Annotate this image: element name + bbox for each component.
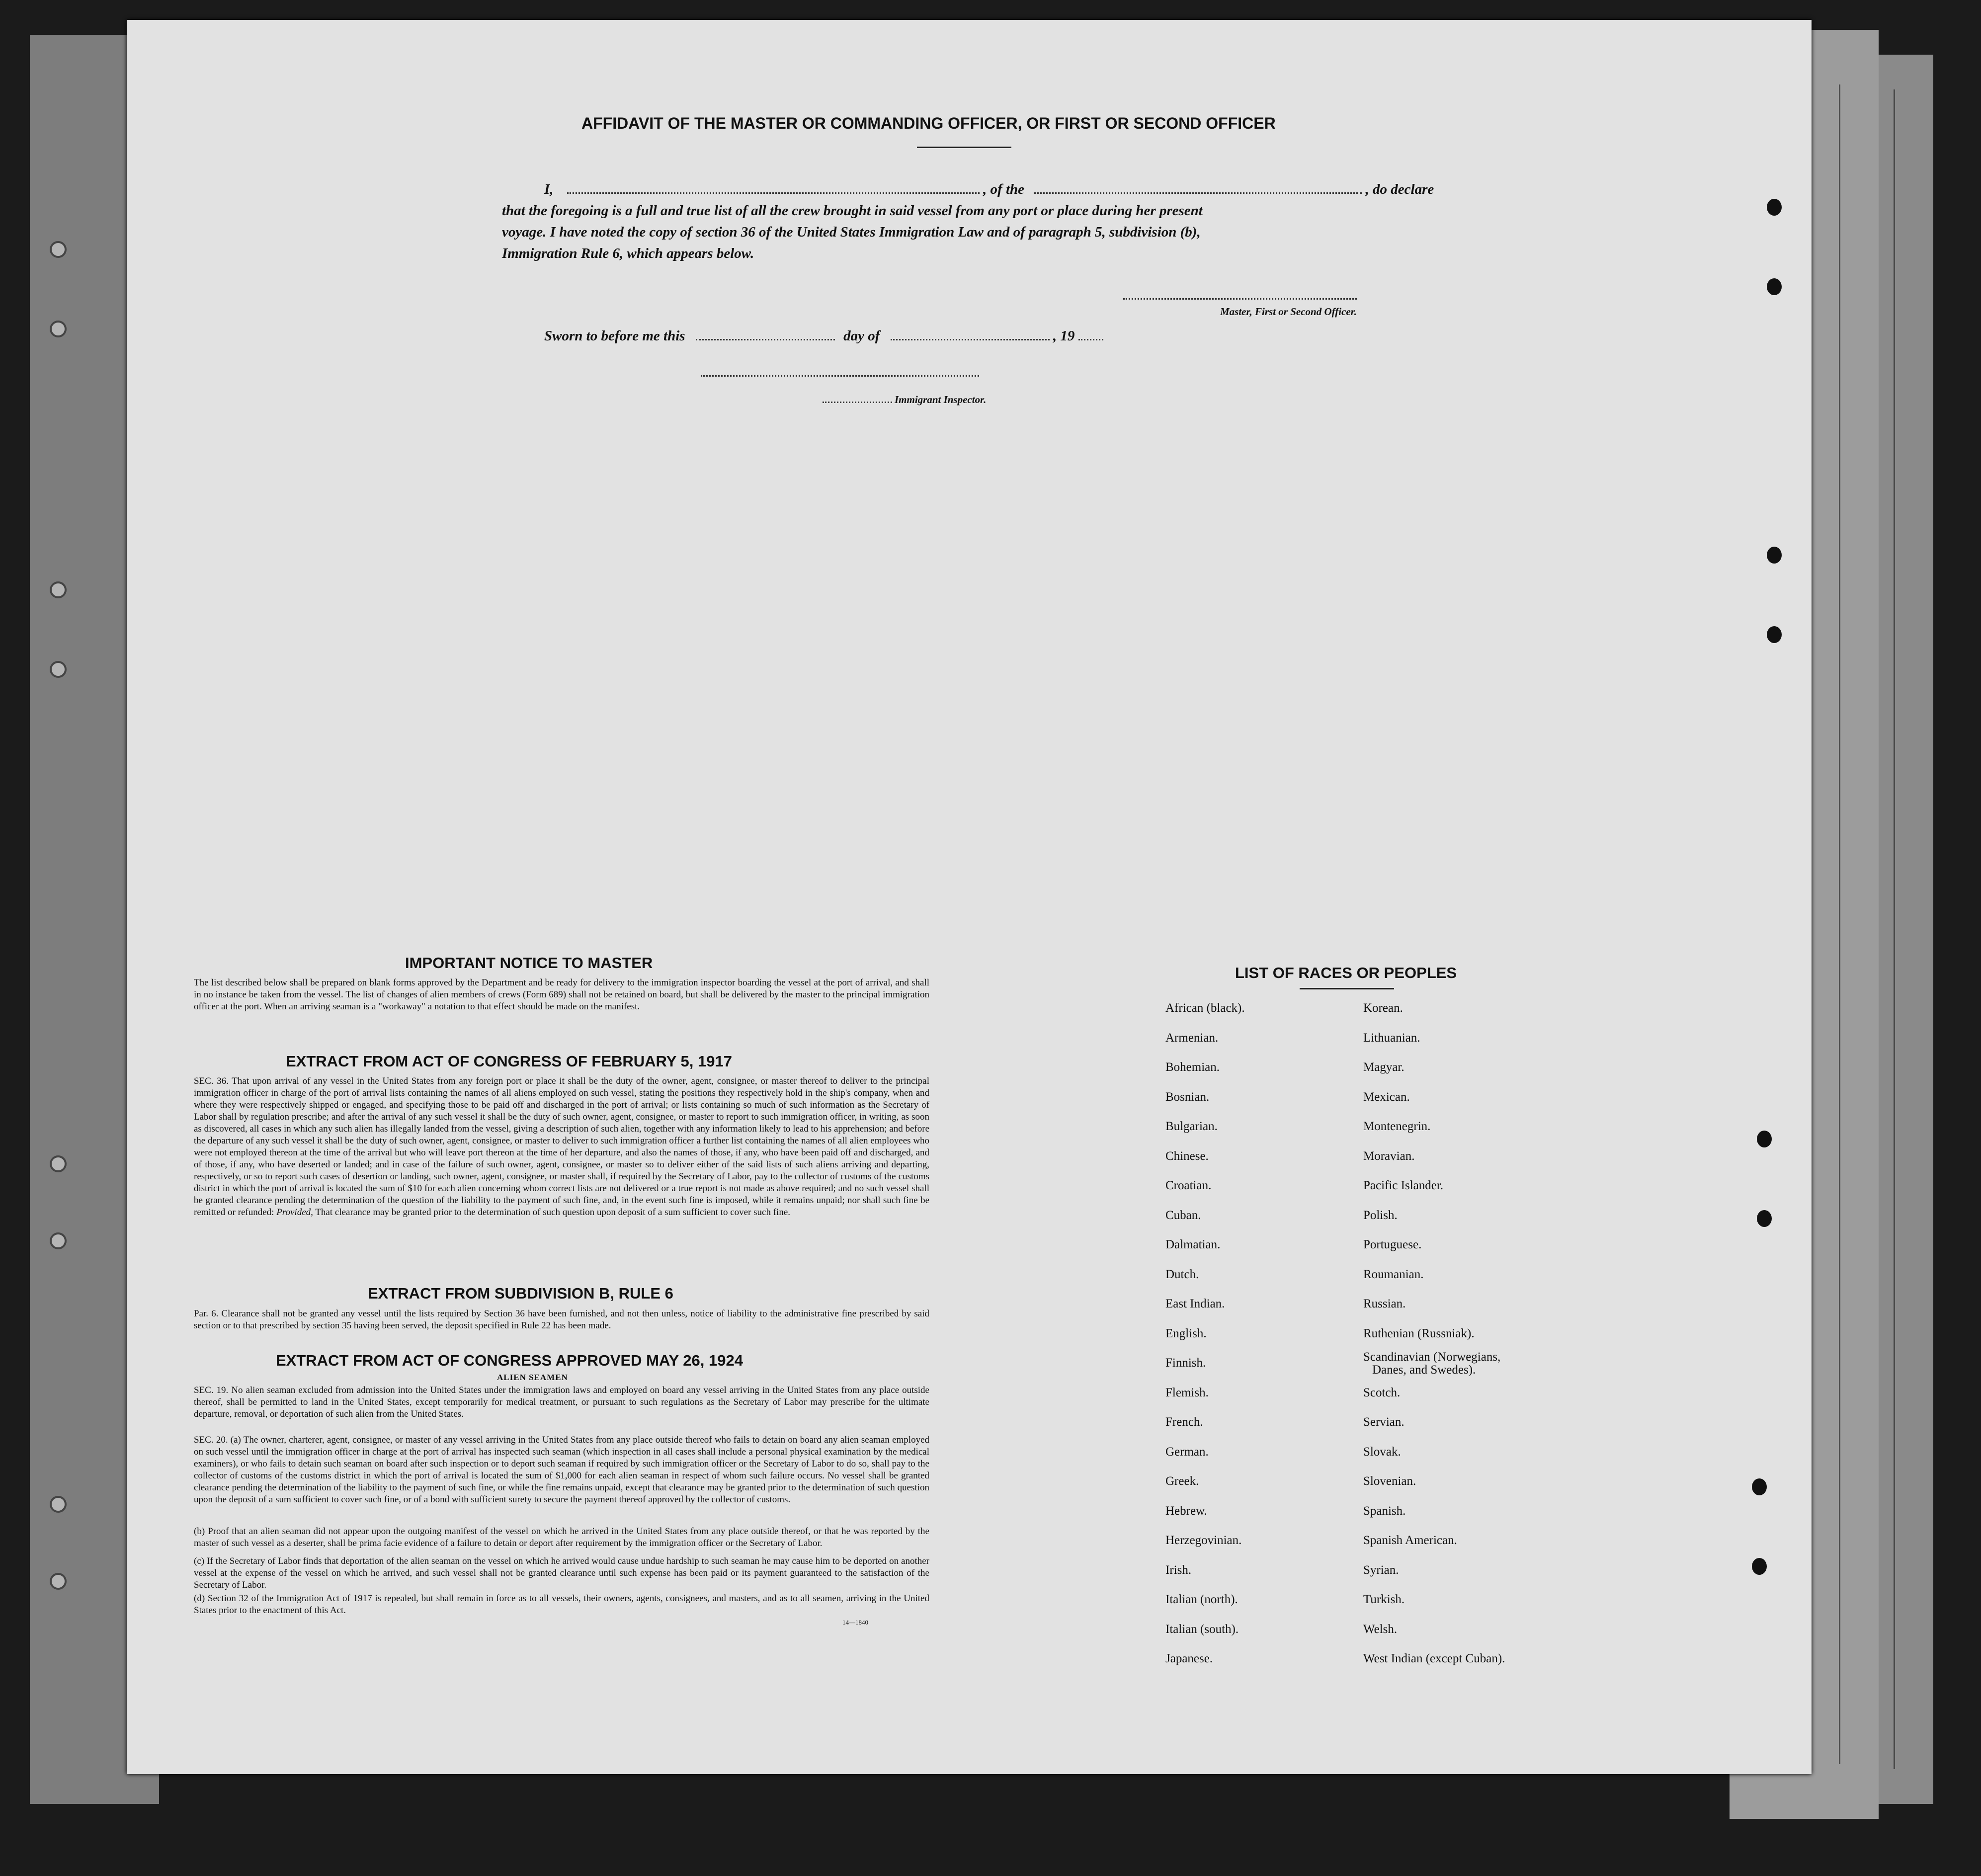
race-item: Spanish. [1363, 1504, 1406, 1518]
master-signature-line[interactable] [1123, 298, 1357, 300]
race-item: Ruthenian (Russniak). [1363, 1326, 1475, 1340]
race-item: Syrian. [1363, 1563, 1399, 1577]
year-label: , 19 [1053, 328, 1075, 344]
alien-seamen-subtitle: ALIEN SEAMEN [497, 1373, 568, 1382]
binder-hole [50, 241, 67, 258]
proviso-label: Provided, [276, 1207, 313, 1218]
race-item: Polish. [1363, 1208, 1398, 1222]
race-item: Welsh. [1363, 1622, 1398, 1636]
affidavit-title-rule [917, 147, 1011, 148]
binder-hole [50, 581, 67, 598]
race-item: Finnish. [1165, 1356, 1206, 1370]
race-item: Slovak. [1363, 1445, 1401, 1459]
races-title: LIST OF RACES OR PEOPLES [1235, 964, 1457, 981]
officer-name-field[interactable] [567, 192, 980, 194]
section-20d-text: (d) Section 32 of the Immigration Act of 1917 is repealed, but shall remain in force as to all vessels, their owners, agents, consignees, and masters, and as to all seamen, arriving in the United States prior to the enactment of this Act. [194, 1593, 929, 1616]
declaration-line-2: that the foregoing is a full and true list of all the crew brought in said vessel from any port or place during her present [502, 203, 1203, 219]
race-item: English. [1165, 1326, 1207, 1340]
binder-hole [50, 1155, 67, 1172]
inspector-signature-short-line [823, 402, 892, 403]
declaration-line-1 [544, 181, 1434, 198]
section-19-text: SEC. 19. No alien seaman excluded from admission into the United States under the immigration laws and employed on board any vessel arriving in the United States from any place outside thereof, shall be permitted to land in the United States, except temporarily for medical treatment, or pursuant to such regulations as the Secretary of Labor may prescribe for the ultimate departure, removal, or deportation of such alien from the United States. [194, 1385, 929, 1419]
race-item: Montenegrin. [1363, 1120, 1431, 1133]
race-item: Bosnian. [1165, 1090, 1210, 1104]
race-item: Italian (south). [1165, 1622, 1239, 1636]
binder-hole [50, 1232, 67, 1249]
race-item: Slovenian. [1363, 1474, 1416, 1488]
punch-hole [1752, 1478, 1767, 1495]
race-item: Spanish American. [1363, 1534, 1457, 1547]
extract-1924-title: EXTRACT FROM ACT OF CONGRESS APPROVED MAY 26, 1924 [276, 1352, 743, 1369]
master-signature-label: Master, First or Second Officer. [1220, 306, 1357, 318]
race-item: French. [1165, 1415, 1203, 1429]
proviso-text: That clearance may be granted prior to the determination of such question upon deposit of a sum sufficient to cover such fine. [315, 1207, 790, 1218]
race-item: Hebrew. [1165, 1504, 1207, 1518]
binder-hole [50, 321, 67, 337]
notice-title: IMPORTANT NOTICE TO MASTER [405, 954, 653, 972]
sworn-date-field[interactable] [696, 339, 835, 340]
race-item: Japanese. [1165, 1652, 1213, 1665]
race-item: Mexican. [1363, 1090, 1410, 1104]
page-edge-line [1839, 84, 1840, 1764]
race-item: West Indian (except Cuban). [1363, 1652, 1505, 1665]
binder-hole [50, 661, 67, 678]
punch-hole [1757, 1131, 1772, 1147]
race-item: Turkish. [1363, 1593, 1405, 1606]
race-item: Scandinavian (Norwegians, [1363, 1350, 1501, 1364]
sworn-month-field[interactable] [891, 339, 1050, 340]
section-20c-text: (c) If the Secretary of Labor finds that deportation of the alien seaman on the vessel on which he arrived would cause undue hardship to such seaman he may cause him to be deported on another vessel at the expense of the vessel on which he arrived, and such vessel shall not be granted clearance until such expense has been paid or its payment guaranteed to the satisfaction of the Secretary of Labor. [194, 1556, 929, 1590]
form-number: 14—1840 [842, 1619, 868, 1626]
section-20b-text: (b) Proof that an alien seaman did not appear upon the outgoing manifest of the vessel on which he arrived in the United States from any place outside thereof, or that he was reported by the master of such vessel as a deserter, shall be prima facie evidence of a failure to detain or deport after requirement by the immigration officer or the Secretary of Labor. [194, 1526, 929, 1549]
declare-label: , do declare [1365, 181, 1434, 197]
vessel-name-field[interactable] [1034, 192, 1362, 194]
notice-text: The list described below shall be prepared on blank forms approved by the Department and be ready for delivery to the immigration inspector boarding the vessel at the port of arrival, and shall in no instance be taken from the vessel. The list of changes of alien members of crews (Form 689) shall not be retained on board, but shall be delivered by the master to the principal immigration officer at the port. When an arriving seaman is a "workaway" a notation to that effect should be made on the manifest. [194, 978, 929, 1012]
binder-hole [50, 1496, 67, 1513]
sworn-year-field[interactable] [1078, 339, 1103, 340]
race-item: Moravian. [1363, 1149, 1415, 1163]
of-the-label: , of the [983, 181, 1025, 197]
punch-hole [1767, 199, 1782, 216]
race-item: Roumanian. [1363, 1267, 1424, 1281]
race-item: Dutch. [1165, 1267, 1199, 1281]
race-item: German. [1165, 1445, 1209, 1459]
extract-1917-text [194, 1075, 929, 1219]
race-item: Portuguese. [1363, 1238, 1422, 1251]
race-item: Korean. [1363, 1001, 1403, 1015]
race-item: Russian. [1363, 1297, 1406, 1310]
race-item: Pacific Islander. [1363, 1179, 1444, 1192]
race-item: Bohemian. [1165, 1060, 1220, 1074]
race-item: Dalmatian. [1165, 1238, 1221, 1251]
race-item: Servian. [1363, 1415, 1404, 1429]
section-36-text: SEC. 36. That upon arrival of any vessel in the United States from any foreign port or place it shall be the duty of the owner, agent, consignee, or master thereof to deliver to the principal immigration officer in charge of the port of arrival lists containing the names of all aliens employed on such vessel, stating the positions they respectively hold in the ship's company, when and where they were respectively shipped or engaged, and specifying those to be paid off and discharged in the port of arrival; or lists containing so much of such information as the Secretary of Labor shall by regulation prescribe; and after the arrival of any such vessel it shall be the duty of such owner, agent, consignee, or master to report to such immigration officer, in writing, as soon as discovered, all cases in which any such alien has illegally landed from the vessel, giving a description of such alien, together with any information likely to lead to his apprehension; and before the departure of any such vessel it shall be the duty of such owner, agent, consignee, or master to deliver to such immigration officer a further list containing the names of all alien employees who were not employed thereon at the time of the arrival but who will leave port thereon at the time of her departure, and also the names of those, if any, who have been paid off and discharged, and of those, if any, who have deserted or landed; and in case of the failure of such owner, agent, consignee, or master so to deliver either of the said lists of such aliens arriving and departing, respectively, or so to report such cases of desertion or landing, such owner, agent, consignee, or master shall, if required by the Secretary of Labor, pay to the collector of customs of the customs district in which the port of arrival is located the sum of $10 for each alien concerning whom correct lists are not delivered or a true report is not made as above required; and no such vessel shall be granted clearance pending the determination of the question of the liability to the payment of such fine, and, in the event such fine is imposed, while it remains unpaid; nor shall such fine be remitted or refunded: [194, 1076, 929, 1218]
sworn-label: Sworn to before me this [544, 328, 685, 344]
race-item: Flemish. [1165, 1386, 1209, 1399]
punch-hole [1767, 278, 1782, 295]
race-item: Danes, and Swedes). [1372, 1363, 1476, 1377]
sworn-line [544, 328, 1103, 344]
punch-hole [1752, 1558, 1767, 1575]
extract-rule6-title: EXTRACT FROM SUBDIVISION B, RULE 6 [368, 1285, 673, 1302]
race-item: Armenian. [1165, 1031, 1219, 1045]
race-item: African (black). [1165, 1001, 1245, 1015]
race-item: Greek. [1165, 1474, 1199, 1488]
section-20a-text: SEC. 20. (a) The owner, charterer, agent, consignee, or master of any vessel arriving in the United States from any place outside thereof who fails to detain on board any alien seaman employed on such vessel until the immigration officer in charge at the port of arrival has inspected such seaman (which inspection in all cases shall include a personal physical examination by the medical examiners), or who fails to detain such seaman on board after such inspection or to deport such seaman if required by such immigration officer or the Secretary of Labor to do so, shall pay to the collector of customs of the customs district in which the port of arrival is located the sum of $1,000 for each alien seaman in respect of whom such failure occurs. No vessel shall be granted clearance pending the determination of the liability to the payment of such fine, or while the fine remains unpaid, except that clearance may be granted prior to the determination of such question upon the deposit of a sum sufficient to cover such fine, or of a bond with sufficient surety to secure the payment thereof approved by the collector of customs. [194, 1435, 929, 1505]
races-title-rule [1300, 988, 1394, 989]
day-of-label: day of [843, 328, 880, 344]
extract-rule6-text: Par. 6. Clearance shall not be granted any vessel until the lists required by Section 36 have been furnished, and not then unless, notice of liability to the administrative fine prescribed by said section or to that prescribed by section 35 having been served, the deposit specified in Rule 22 has been made. [194, 1308, 929, 1331]
form-page [127, 20, 1812, 1774]
page-edge-line [1894, 89, 1895, 1769]
race-item: Scotch. [1363, 1386, 1401, 1399]
punch-hole [1767, 626, 1782, 643]
race-item: Lithuanian. [1363, 1031, 1420, 1045]
race-item: East Indian. [1165, 1297, 1225, 1310]
declaration-line-3: voyage. I have noted the copy of section 36 of the United States Immigration Law and of paragraph 5, subdivision (b), [502, 224, 1201, 240]
declaration-line-4: Immigration Rule 6, which appears below. [502, 245, 754, 261]
race-item: Chinese. [1165, 1149, 1209, 1163]
race-item: Bulgarian. [1165, 1120, 1218, 1133]
race-item: Cuban. [1165, 1208, 1201, 1222]
inspector-label: Immigrant Inspector. [895, 394, 987, 406]
punch-hole [1757, 1210, 1772, 1227]
inspector-signature-line[interactable] [701, 375, 979, 377]
affidavit-title: AFFIDAVIT OF THE MASTER OR COMMANDING OFFICER, OR FIRST OR SECOND OFFICER [581, 114, 1276, 132]
race-item: Croatian. [1165, 1179, 1212, 1192]
i-label: I, [544, 181, 554, 197]
race-item: Italian (north). [1165, 1593, 1238, 1606]
race-item: Irish. [1165, 1563, 1192, 1577]
punch-hole [1767, 547, 1782, 564]
extract-1917-title: EXTRACT FROM ACT OF CONGRESS OF FEBRUARY 5, 1917 [286, 1053, 732, 1070]
race-item: Herzegovinian. [1165, 1534, 1242, 1547]
binder-hole [50, 1573, 67, 1590]
race-item: Magyar. [1363, 1060, 1404, 1074]
